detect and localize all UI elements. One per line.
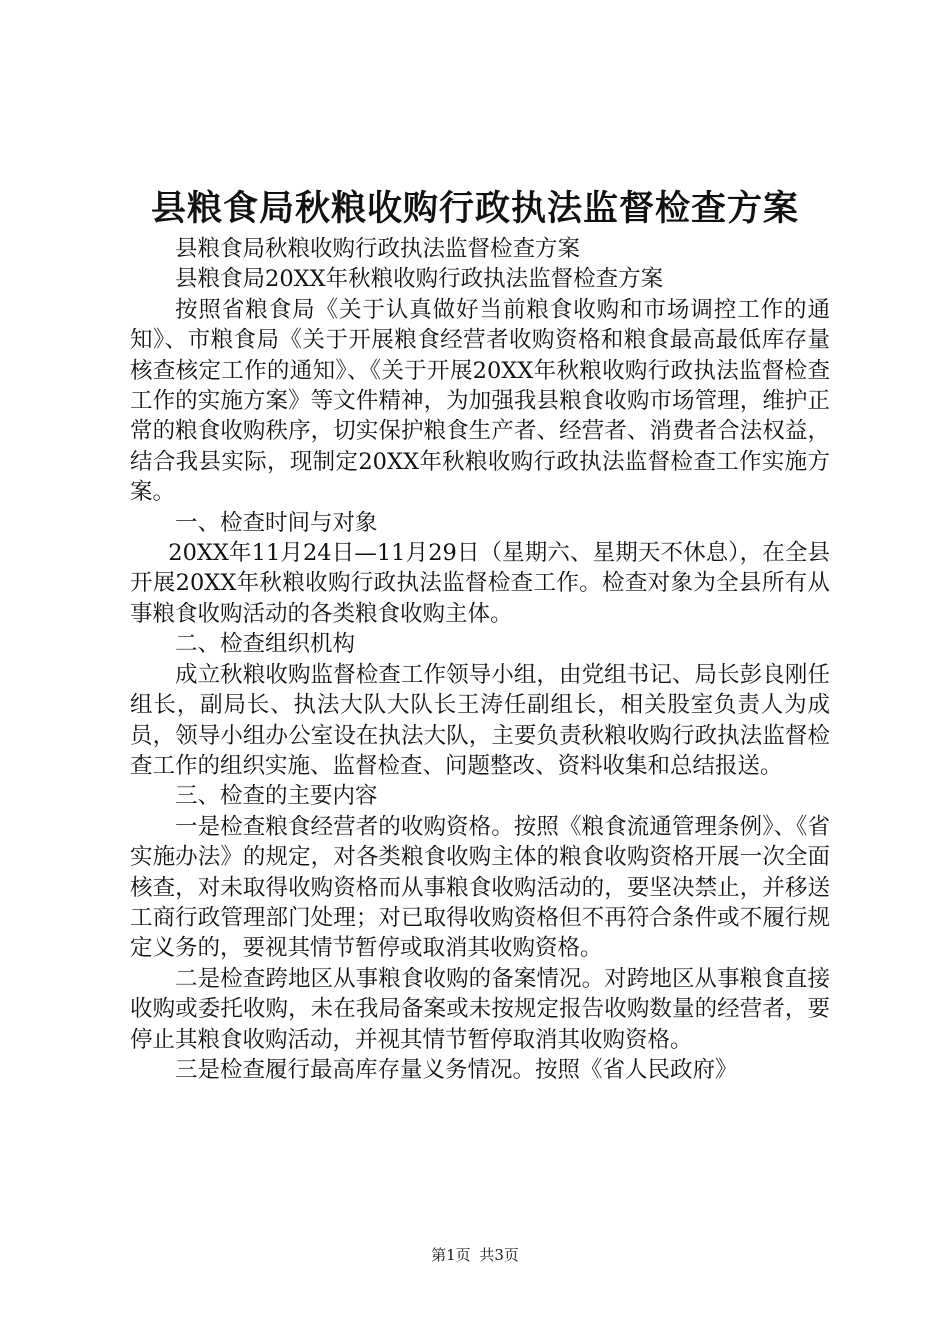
body-paragraph: 按照省粮食局《关于认真做好当前粮食收购和市场调控工作的通知》、市粮食局《关于开展粮食经营者收购资格和粮食最高最低库存量核查核定工作的通知》、《关于开展20XX年秋粮收购行政执法监督检查工作的实施方案》等文件精神，为加强我县粮食收购市场管理，维护正常的粮食收购秩序，切实保护粮食生产者、经营者、消费者合法权益，结合我县实际，现制定20XX年秋粮收购行政执法监督检查工作实施方案。 <box>130 296 830 506</box>
body-paragraph: 20XX年11月24日—11月29日（星期六、星期天不休息），在全县开展20XX年秋粮收购行政执法监督检查工作。检查对象为全县所有从事粮食收购活动的各类粮食收购主体。 <box>130 540 830 627</box>
page-footer <box>0 1245 950 1265</box>
body-paragraph: 成立秋粮收购监督检查工作领导小组，由党组书记、局长彭良刚任组长，副局长、执法大队大队长王涛任副组长，相关股室负责人为成员，领导小组办公室设在执法大队，主要负责秋粮收购行政执法监督检查工作的组织实施、监督检查、问题整改、资料收集和总结报送。 <box>130 661 830 779</box>
page-total: 共3页 <box>479 1246 519 1264</box>
document-title: 县粮食局秋粮收购行政执法监督检查方案 <box>150 188 799 229</box>
body-paragraph: 一是检查粮食经营者的收购资格。按照《粮食流通管理条例》、《省实施办法》的规定，对各类粮食收购主体的粮食收购资格开展一次全面核查，对未取得收购资格而从事粮食收购活动的，要坚决禁止，并移送工商行政管理部门处理；对已取得收购资格但不再符合条件或不履行规定义务的，要视其情节暂停或取消其收购资格。 <box>130 813 830 962</box>
section-heading: 二、检查组织机构 <box>175 631 356 658</box>
page-number: 第1页 <box>431 1246 471 1264</box>
section-heading: 一、检查时间与对象 <box>175 509 378 536</box>
subtitle-line: 县粮食局20XX年秋粮收购行政执法监督检查方案 <box>175 266 664 293</box>
subtitle-line: 县粮食局秋粮收购行政执法监督检查方案 <box>175 236 581 262</box>
section-heading: 三、检查的主要内容 <box>175 783 378 810</box>
body-paragraph: 三是检查履行最高库存量义务情况。按照《省人民政府》 <box>175 1056 738 1083</box>
document-body <box>130 234 830 1085</box>
body-paragraph: 二是检查跨地区从事粮食收购的备案情况。对跨地区从事粮食直接收购或委托收购，未在我局备案或未按规定报告收购数量的经营者，要停止其粮食收购活动，并视其情节暂停取消其收购资格。 <box>130 965 830 1053</box>
